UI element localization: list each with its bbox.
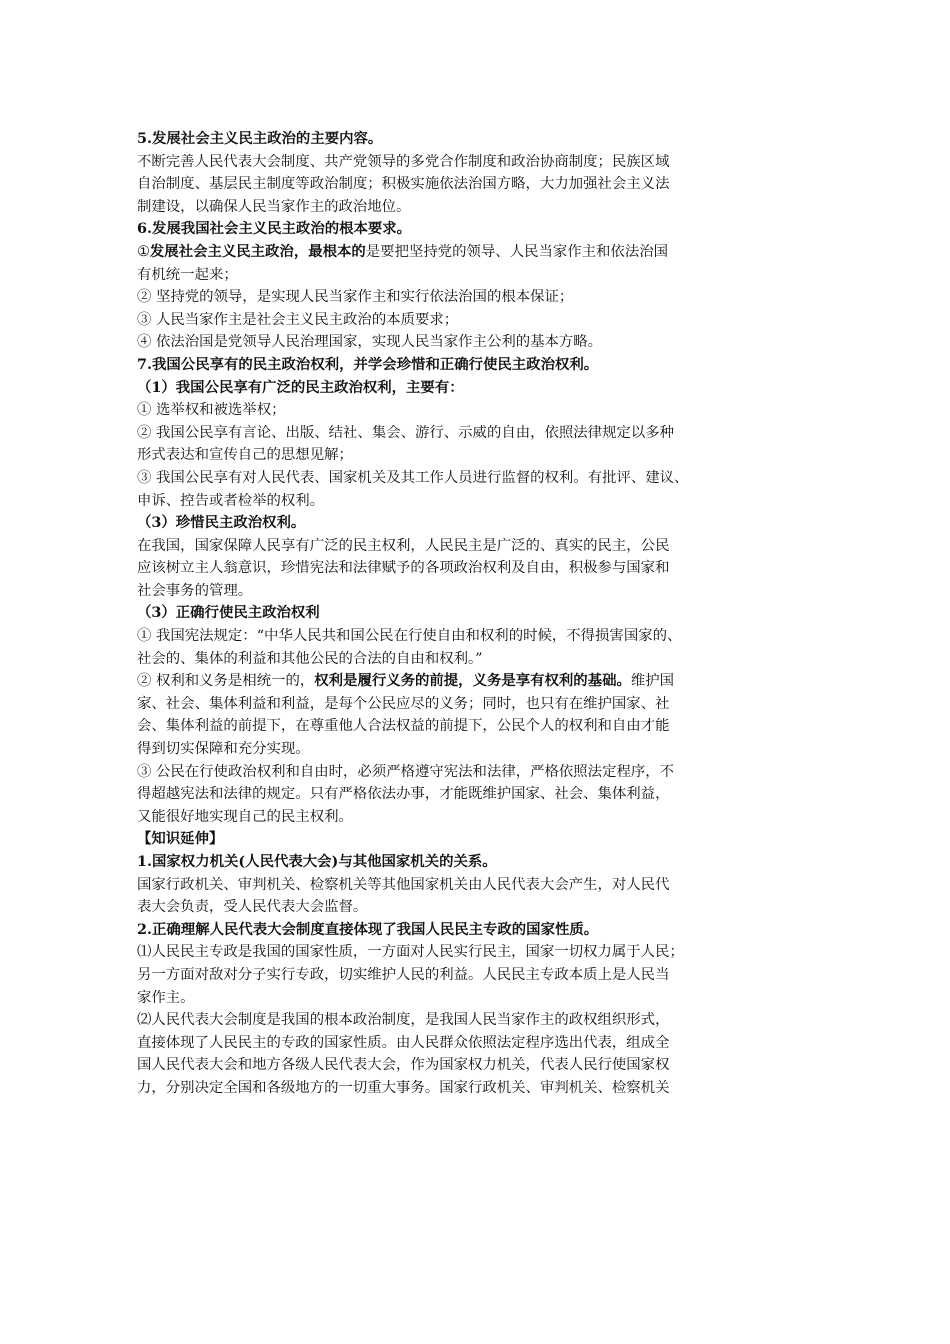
- cherish-line-3: 社会事务的管理。: [137, 582, 253, 599]
- extension-title: 【知识延伸】: [137, 830, 224, 848]
- body-text: 是要把坚持党的领导、人民当家作主和依法治国: [365, 243, 668, 260]
- section-5-line-3: 制建设，以确保人民当家作主的政治地位。: [137, 198, 411, 215]
- use-item-2-cont-2: 会、集体利益的前提下，在尊重他人合法权益的前提下，公民个人的权利和自由才能: [137, 718, 670, 735]
- section-5-heading: 5.发展社会主义民主政治的主要内容。: [137, 130, 383, 147]
- body-text: ② 权利和义务是相统一的，: [137, 673, 315, 690]
- section-7-sub-3: （3）正确行使民主政治权利: [137, 604, 320, 622]
- extension-2b-line-3: 国人民代表大会和地方各级人民代表大会，作为国家权力机关，代表人民行使国家权: [137, 1057, 670, 1074]
- rights-item-2-cont: 形式表达和宣传自己的思想见解；: [137, 447, 353, 464]
- section-5-line-2: 自治制度、基层民主制度等政治制度；积极实施依法治国方略，大力加强社会主义法: [137, 176, 670, 193]
- use-item-3: ③ 公民在行使政治权利和自由时，必须严格遵守宪法和法律，严格依照法定程序，不: [137, 763, 675, 780]
- use-item-2-cont-3: 得到切实保障和充分实现。: [137, 741, 310, 758]
- extension-2a-line-2: 另一方面对敌对分子实行专政，切实维护人民的利益。人民民主专政本质上是人民当: [137, 966, 670, 983]
- use-item-1: ① 我国宪法规定：“中华人民共和国公民在行使自由和权利的时候，不得损害国家的、: [137, 628, 682, 645]
- extension-heading-2: 2.正确理解人民代表大会制度直接体现了我国人民民主专政的国家性质。: [137, 920, 599, 938]
- extension-2a-line-1: ⑴人民民主专政是我国的国家性质，一方面对人民实行民主，国家一切权力属于人民；: [137, 944, 684, 961]
- emphasis-text: 发展社会主义民主政治，最根本的: [149, 242, 366, 260]
- point-number: ①: [137, 243, 150, 260]
- section-6-point-1: [137, 241, 777, 264]
- use-item-2-cont-1: 家、社会、集体利益和利益，是每个公民应尽的义务；同时，也只有在维护国家、社: [137, 695, 670, 712]
- section-6-point-2: ② 坚持党的领导，是实现人民当家作主和实行依法治国的根本保证；: [137, 289, 574, 306]
- rights-item-3: ③ 我国公民享有对人民代表、国家机关及其工作人员进行监督的权利。有批评、建议、: [137, 469, 689, 486]
- use-item-1-cont: 社会的、集体的利益和其他公民的合法的自由和权利。”: [137, 650, 483, 667]
- extension-2b-line-1: ⑵人民代表大会制度是我国的根本政治制度，是我国人民当家作主的政权组织形式，: [137, 1012, 670, 1029]
- rights-item-3-cont: 申诉、控告或者检举的权利。: [137, 492, 325, 509]
- section-5-line-1: 不断完善人民代表大会制度、共产党领导的多党合作制度和政治协商制度；民族区域: [137, 153, 670, 170]
- section-7-heading: 7.我国公民享有的民主政治权利，并学会珍惜和正确行使民主政治权利。: [137, 355, 599, 373]
- extension-heading-1: 1.国家权力机关(人民代表大会)与其他国家机关的关系。: [137, 853, 497, 870]
- rights-item-1: ① 选举权和被选举权；: [137, 402, 286, 419]
- cherish-line-1: 在我国，国家保障人民享有广泛的民主权利，人民民主是广泛的、真实的民主，公民: [137, 537, 670, 554]
- document-page: [137, 128, 777, 1100]
- section-6-point-4: ④ 依法治国是党领导人民治理国家，实现人民当家作主公利的基本方略。: [137, 334, 603, 351]
- section-7-sub-2: （3）珍惜民主政治权利。: [137, 514, 306, 532]
- rights-item-2: ② 我国公民享有言论、出版、结社、集会、游行、示威的自由，依照法律规定以多种: [137, 424, 675, 441]
- emphasis-text: 权利是履行义务的前提，义务是享有权利的基础。: [314, 672, 631, 690]
- cherish-line-2: 应该树立主人翁意识，珍惜宪法和法律赋予的各项政治权利及自由，积极参与国家和: [137, 560, 670, 577]
- use-item-3-cont-2: 又能很好地实现自己的民主权利。: [137, 808, 353, 825]
- extension-2b-line-2: 直接体现了人民民主的专政的国家性质。由人民群众依照法定程序选出代表，组成全: [137, 1034, 670, 1051]
- body-text: 维护国: [630, 673, 675, 690]
- extension-1-line-2: 表大会负责，受人民代表大会监督。: [137, 899, 368, 916]
- extension-2a-line-3: 家作主。: [137, 989, 195, 1006]
- use-item-3-cont-1: 得超越宪法和法律的规定。只有严格依法办事，才能既维护国家、社会、集体利益，: [137, 786, 670, 803]
- section-6-point-1-cont: 有机统一起来；: [137, 266, 238, 283]
- extension-2b-line-4: 力，分别决定全国和各级地方的一切重大事务。国家行政机关、审判机关、检察机关: [137, 1079, 670, 1096]
- use-item-2: [137, 670, 777, 693]
- section-7-sub-1: （1）我国公民享有广泛的民主政治权利，主要有：: [137, 378, 464, 396]
- section-6-point-3: ③ 人民当家作主是社会主义民主政治的本质要求；: [137, 311, 459, 328]
- section-6-heading: 6.发展我国社会主义民主政治的根本要求。: [137, 220, 412, 238]
- extension-1-line-1: 国家行政机关、审判机关、检察机关等其他国家机关由人民代表大会产生，对人民代: [137, 876, 670, 893]
